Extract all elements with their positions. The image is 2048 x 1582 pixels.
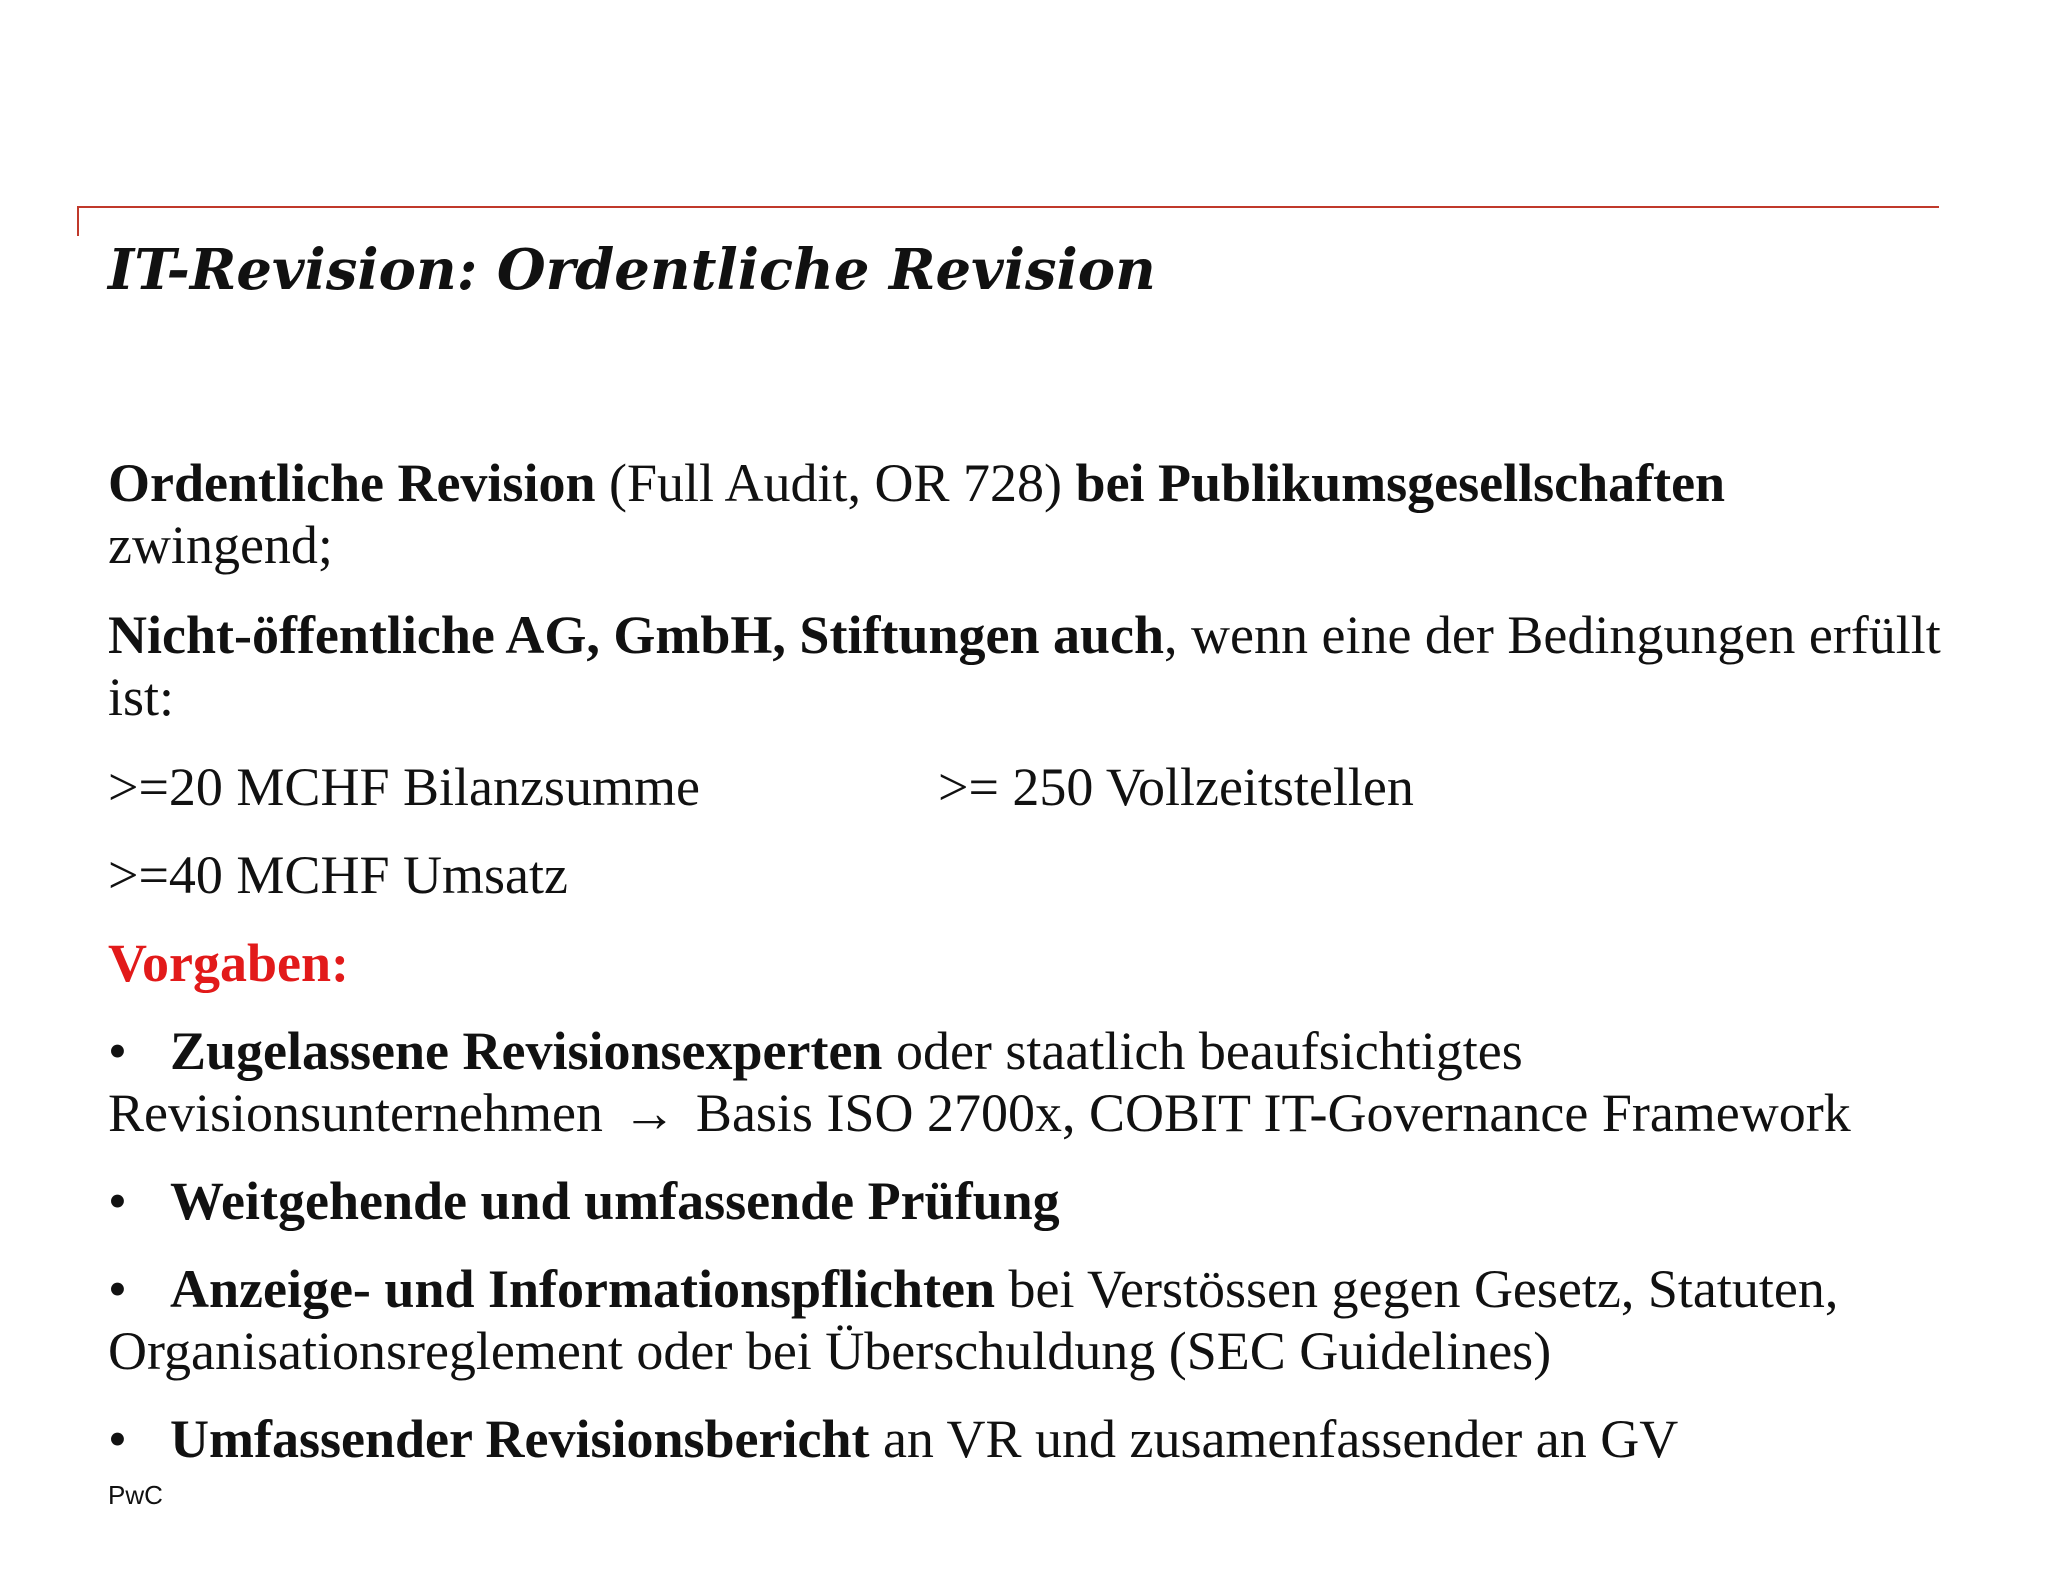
bullet-dot: • [108, 1259, 127, 1319]
bullet-3-text: bei Verstössen gegen Gesetz, Statuten, Organisationsreglement oder bei Überschuldung (SEC Guidelines) [108, 1259, 1839, 1381]
bullet-1-text: oder staatlich beaufsichtigtes Revisionsunternehmen [108, 1021, 1523, 1143]
p1-bold-lead: Ordentliche Revision [108, 453, 596, 513]
p1-text-end: zwingend; [108, 515, 333, 575]
title-rule [77, 206, 1939, 208]
paragraph-nicht-oeffentliche [108, 604, 1948, 728]
footer-brand: PwC [108, 1480, 163, 1510]
condition-umsatz: >=40 MCHF Umsatz [108, 845, 568, 905]
bullet-4-text: an VR und zusamenfassender an GV [869, 1409, 1679, 1469]
condition-vollzeitstellen: >= 250 Vollzeitstellen [938, 757, 1414, 817]
bullet-dot: • [108, 1171, 127, 1231]
arrow-right-icon: → [622, 1083, 677, 1143]
p1-text: (Full Audit, OR 728) [595, 453, 1076, 513]
bullet-item-anzeigepflichten [108, 1258, 1948, 1382]
bullet-3-bold: Anzeige- und Informationspflichten [170, 1259, 996, 1319]
bullet-1-text-after: Basis ISO 2700x, COBIT IT-Governance Framework [682, 1083, 1851, 1143]
bullet-2-bold: Weitgehende und umfassende Prüfung [170, 1171, 1060, 1231]
bullet-dot: • [108, 1021, 127, 1081]
p2-text: , wenn eine der Bedingungen erfüllt ist: [108, 605, 1941, 727]
p1-bold-publikum: bei Publikumsgesellschaften [1075, 453, 1726, 513]
conditions-row-1 [108, 756, 1948, 818]
vorgaben-heading: Vorgaben: [108, 933, 350, 993]
bullet-1-bold: Zugelassene Revisionsexperten [170, 1021, 883, 1081]
bullet-dot: • [108, 1409, 127, 1469]
slide-title: IT-Revision: Ordentliche Revision [108, 237, 1156, 303]
slide-body [108, 452, 1948, 1496]
title-rule-corner [77, 206, 79, 236]
bullet-item-pruefung [108, 1170, 1948, 1232]
conditions-row-2 [108, 844, 1948, 906]
bullet-item-revisionsbericht [108, 1408, 1948, 1470]
bullet-4-bold: Umfassender Revisionsbericht [170, 1409, 870, 1469]
condition-bilanzsumme: >=20 MCHF Bilanzsumme [108, 757, 700, 817]
p2-bold: Nicht-öffentliche AG, GmbH, Stiftungen auch [108, 605, 1165, 665]
paragraph-ordentliche-revision [108, 452, 1948, 576]
bullet-item-revisionsexperten [108, 1020, 1948, 1144]
